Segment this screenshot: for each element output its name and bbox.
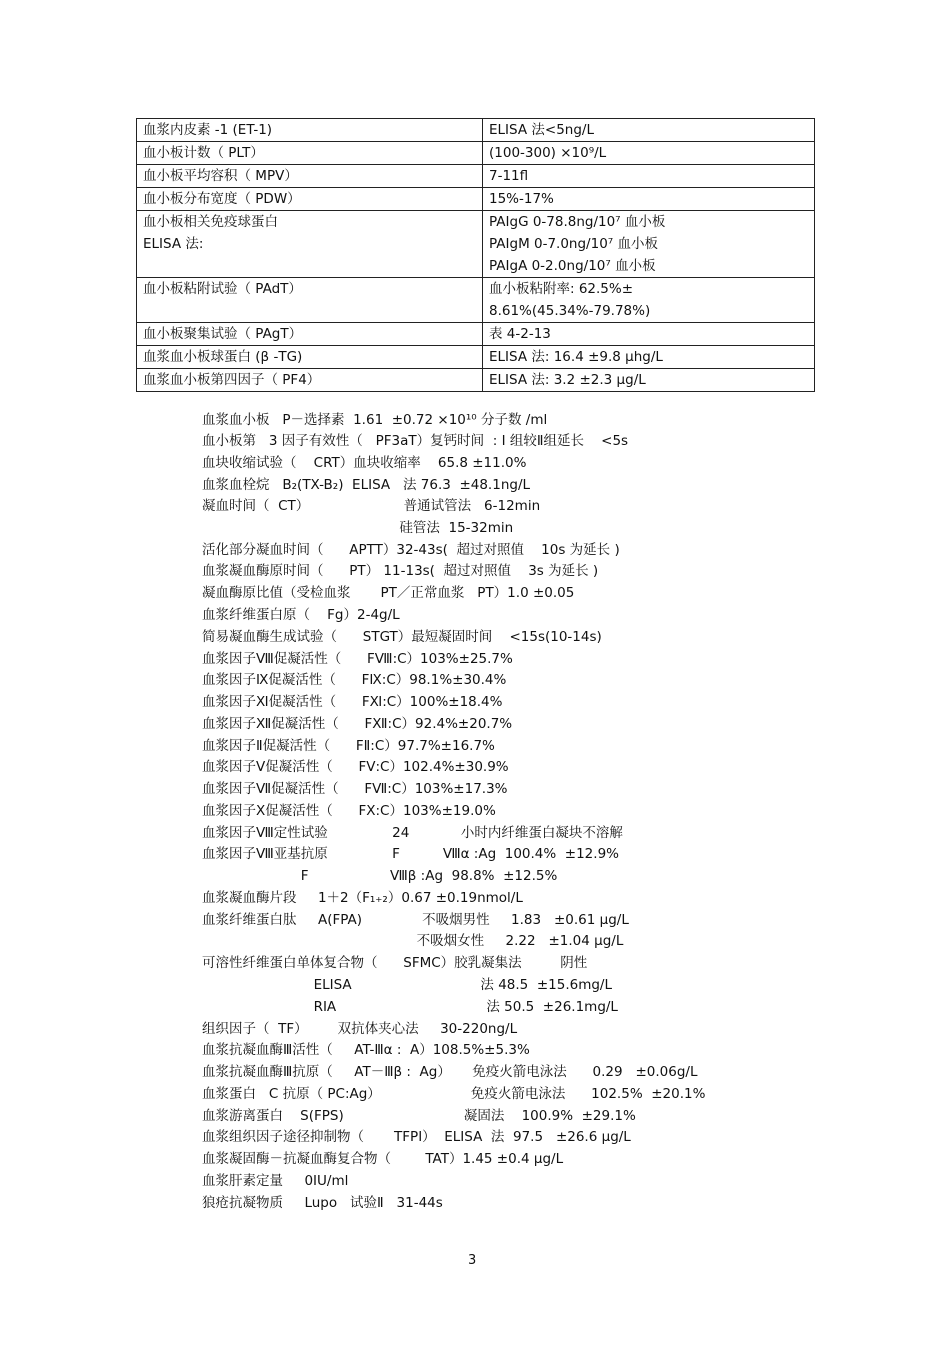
cell-line: PAIgG 0-78.8ng/10⁷ 血小板 xyxy=(489,214,666,230)
table-row xyxy=(137,369,815,392)
reference-value-cell: ELISA 法: 3.2 ±2.3 μg/L xyxy=(483,369,815,392)
reference-line: 简易凝血酶生成试验（ STGT）最短凝固时间 <15s(10-14s) xyxy=(202,629,602,645)
reference-line: 血浆因子Ⅹ促凝活性（ FⅩ:C）103%±19.0% xyxy=(202,803,496,819)
reference-line: 血浆蛋白 C 抗原（ PC:Ag） 免疫火箭电泳法 102.5% ±20.1% xyxy=(202,1086,706,1102)
cell-line: 8.61%(45.34%-79.78%) xyxy=(489,303,651,319)
table-row xyxy=(137,211,815,278)
test-name-cell: 血浆血小板球蛋白 (β -TG) xyxy=(137,346,483,369)
reference-line: 血浆游离蛋白 S(FPS) 凝固法 100.9% ±29.1% xyxy=(202,1108,636,1124)
reference-line: 组织因子（ TF） 双抗体夹心法 30-220ng/L xyxy=(202,1021,518,1037)
reference-line: 血浆因子Ⅷ亚基抗原 F Ⅷα :Ag 100.4% ±12.9% xyxy=(202,846,619,862)
reference-line: 血浆因子Ⅶ促凝活性（ FⅦ:C）103%±17.3% xyxy=(202,781,508,797)
reference-line: 血浆抗凝血酶Ⅲ活性（ AT-Ⅲα : A）108.5%±5.3% xyxy=(202,1042,530,1058)
reference-value-cell xyxy=(483,211,815,278)
page-number: 3 xyxy=(468,1253,477,1268)
table-row xyxy=(137,165,815,188)
test-name-cell: 血浆血小板第四因子（ PF4） xyxy=(137,369,483,392)
reference-value-cell: ELISA 法<5ng/L xyxy=(483,119,815,142)
cell-line: ELISA 法: xyxy=(143,236,204,252)
table-row xyxy=(137,119,815,142)
test-name-cell: 血小板平均容积（ MPV） xyxy=(137,165,483,188)
reference-line: 血浆因子Ⅱ促凝活性（ FⅡ:C）97.7%±16.7% xyxy=(202,738,495,754)
cell-line: 血小板相关免疫球蛋白 xyxy=(143,214,278,230)
reference-line: 血浆纤维蛋白肽 A(FPA) 不吸烟男性 1.83 ±0.61 μg/L xyxy=(202,912,629,928)
reference-line: 血浆凝固酶－抗凝血酶复合物（ TAT）1.45 ±0.4 μg/L xyxy=(202,1151,564,1167)
reference-line: 活化部分凝血时间（ APTT）32-43s( 超过对照值 10s 为延长 ) xyxy=(202,542,620,558)
reference-line: 血浆因子Ⅴ促凝活性（ FⅤ:C）102.4%±30.9% xyxy=(202,759,509,775)
reference-value-cell: (100-300) ×10⁹/L xyxy=(483,142,815,165)
reference-line: 血浆纤维蛋白原（ Fg）2-4g/L xyxy=(202,607,400,623)
table-row xyxy=(137,278,815,323)
reference-table xyxy=(136,118,815,392)
reference-line: 不吸烟女性 2.22 ±1.04 μg/L xyxy=(202,933,624,949)
cell-line xyxy=(143,300,476,322)
cell-line: PAIgM 0-7.0ng/10⁷ 血小板 xyxy=(489,236,658,252)
test-name-cell xyxy=(137,211,483,278)
reference-line: 血浆因子Ⅻ促凝活性（ FⅫ:C）92.4%±20.7% xyxy=(202,716,513,732)
reference-value-cell: 表 4-2-13 xyxy=(483,323,815,346)
test-name-cell: 血小板聚集试验（ PAgT） xyxy=(137,323,483,346)
table-row xyxy=(137,142,815,165)
table-row xyxy=(137,323,815,346)
reference-line: ELISA 法 48.5 ±15.6mg/L xyxy=(202,977,612,993)
reference-line: 血浆组织因子途径抑制物（ TFPI） ELISA 法 97.5 ±26.6 μg/L xyxy=(202,1129,631,1145)
reference-line: 血浆因子Ⅷ促凝活性（ FⅧ:C）103%±25.7% xyxy=(202,651,513,667)
reference-line: 血浆血栓烷 B₂(TX-B₂) ELISA 法 76.3 ±48.1ng/L xyxy=(202,477,531,493)
test-name-cell: 血小板分布宽度（ PDW） xyxy=(137,188,483,211)
reference-line: 凝血时间（ CT） 普通试管法 6-12min xyxy=(202,498,541,514)
reference-value-cell: ELISA 法: 16.4 ±9.8 μhg/L xyxy=(483,346,815,369)
test-name-cell xyxy=(137,278,483,323)
cell-line: PAIgA 0-2.0ng/10⁷ 血小板 xyxy=(489,258,656,274)
reference-line: 血浆凝血酶原时间（ PT） 11-13s( 超过对照值 3s 为延长 ) xyxy=(202,563,599,579)
reference-value-cell: 7-11fl xyxy=(483,165,815,188)
reference-line: 血浆因子Ⅸ促凝活性（ FⅨ:C）98.1%±30.4% xyxy=(202,672,507,688)
reference-line: RIA 法 50.5 ±26.1mg/L xyxy=(202,999,618,1015)
cell-line: 血小板粘附试验（ PAdT） xyxy=(143,281,302,297)
table-row xyxy=(137,188,815,211)
cell-line xyxy=(143,255,476,277)
reference-line: 血浆因子Ⅷ定性试验 24 小时内纤维蛋白凝块不溶解 xyxy=(202,825,623,841)
cell-line: 血小板粘附率: 62.5%± xyxy=(489,281,634,297)
reference-line: F Ⅷβ :Ag 98.8% ±12.5% xyxy=(202,868,558,884)
reference-line: 血浆因子Ⅺ促凝活性（ FⅪ:C）100%±18.4% xyxy=(202,694,503,710)
reference-line: 硅管法 15-32min xyxy=(202,520,514,536)
reference-line: 血浆血小板 P－选择素 1.61 ±0.72 ×10¹⁰ 分子数 /ml xyxy=(202,412,548,428)
reference-line: 血浆抗凝血酶Ⅲ抗原（ AT－Ⅲβ : Ag） 免疫火箭电泳法 0.29 ±0.06g/L xyxy=(202,1064,698,1080)
test-name-cell: 血小板计数（ PLT） xyxy=(137,142,483,165)
reference-value-cell xyxy=(483,278,815,323)
test-name-cell: 血浆内皮素 -1 (ET-1) xyxy=(137,119,483,142)
reference-value-cell: 15%-17% xyxy=(483,188,815,211)
table-row xyxy=(137,346,815,369)
reference-line: 可溶性纤维蛋白单体复合物（ SFMC）胶乳凝集法 阴性 xyxy=(202,955,588,971)
reference-line: 狼疮抗凝物质 Lupo 试验Ⅱ 31-44s xyxy=(202,1195,443,1211)
reference-line: 血块收缩试验（ CRT）血块收缩率 65.8 ±11.0% xyxy=(202,455,527,471)
reference-line: 凝血酶原比值（受检血浆 PT／正常血浆 PT）1.0 ±0.05 xyxy=(202,585,575,601)
reference-line: 血浆凝血酶片段 1＋2（F₁₊₂）0.67 ±0.19nmol/L xyxy=(202,890,523,906)
reference-line: 血浆肝素定量 0IU/ml xyxy=(202,1173,349,1189)
reference-line: 血小板第 3 因子有效性（ PF3aT）复钙时间 : I 组较Ⅱ组延长 <5s xyxy=(202,433,629,449)
